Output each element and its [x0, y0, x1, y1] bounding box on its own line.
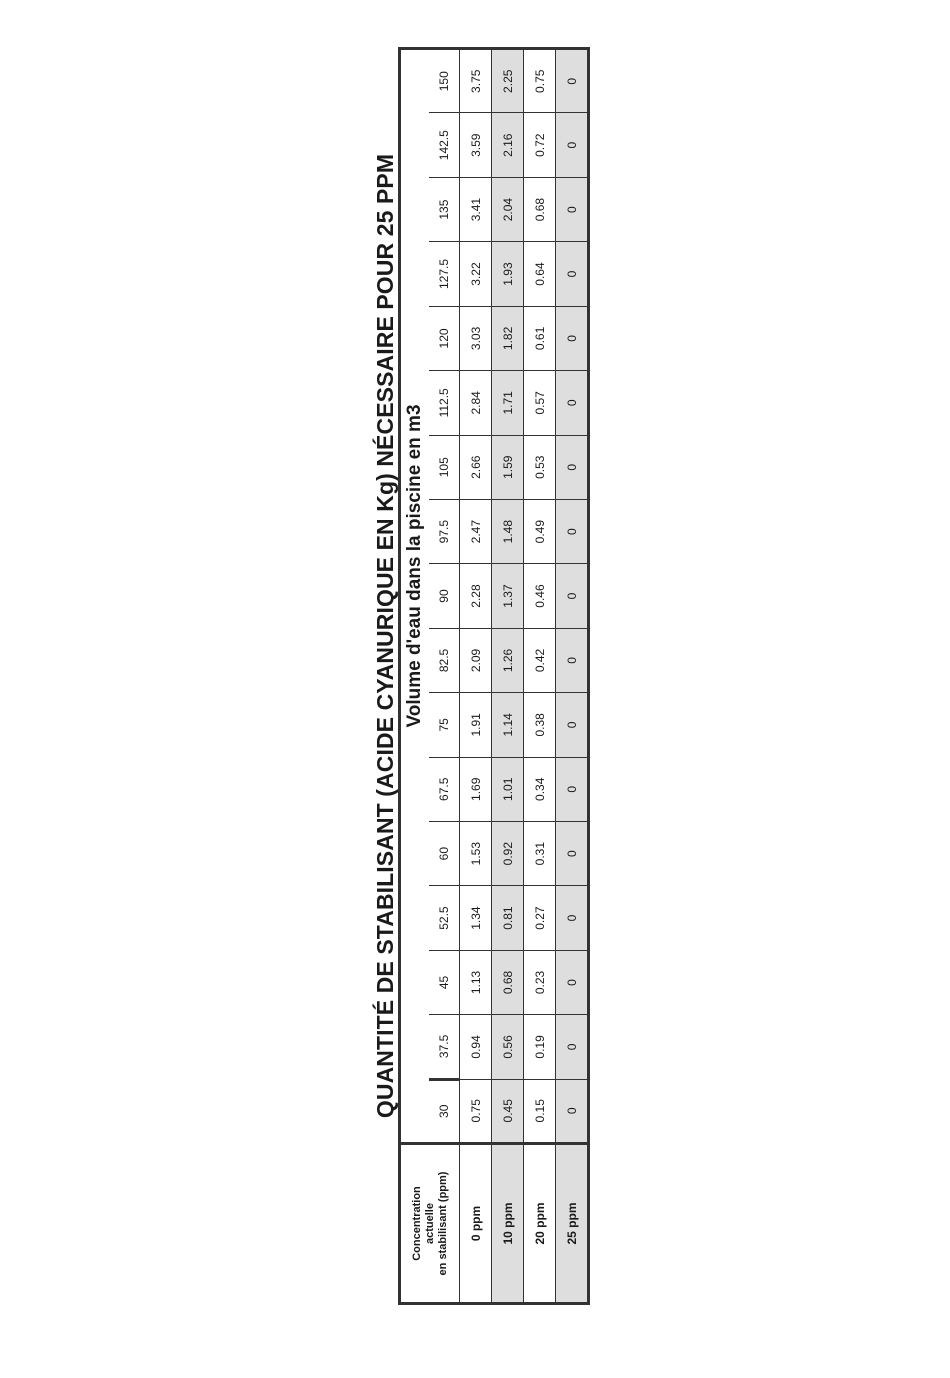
value-cell: 0	[556, 1015, 589, 1079]
volume-cell: 150	[429, 49, 460, 114]
value-cell: 0.75	[460, 1079, 492, 1143]
value-cell: 0	[556, 242, 589, 306]
value-cell: 2.04	[492, 177, 524, 241]
value-cell: 1.26	[492, 628, 524, 692]
value-cell: 0	[556, 693, 589, 757]
volume-cell: 75	[429, 693, 460, 757]
value-cell: 2.84	[460, 371, 492, 435]
value-cell: 0	[556, 886, 589, 950]
row-label: 10 ppm	[492, 1144, 524, 1304]
value-cell: 2.28	[460, 564, 492, 628]
value-cell: 2.25	[492, 49, 524, 114]
row-label: 20 ppm	[524, 1144, 556, 1304]
value-cell: 1.93	[492, 242, 524, 306]
value-cell: 0.56	[492, 1015, 524, 1079]
volume-cell: 52.5	[429, 886, 460, 950]
volume-header: Volume d'eau dans la piscine en m3	[400, 49, 430, 1144]
volume-cell: 112.5	[429, 371, 460, 435]
value-cell: 3.59	[460, 113, 492, 177]
value-cell: 0.57	[524, 371, 556, 435]
value-cell: 0	[556, 564, 589, 628]
value-cell: 2.66	[460, 435, 492, 499]
value-cell: 0.68	[524, 177, 556, 241]
value-cell: 0.75	[524, 49, 556, 114]
row-label: 0 ppm	[460, 1144, 492, 1304]
value-cell: 0.68	[492, 950, 524, 1014]
volume-row	[429, 49, 460, 1304]
value-cell: 0	[556, 113, 589, 177]
volume-cell: 97.5	[429, 499, 460, 563]
value-cell: 0.31	[524, 821, 556, 885]
table-row	[524, 49, 556, 1304]
value-cell: 0	[556, 499, 589, 563]
volume-cell: 105	[429, 435, 460, 499]
table-row	[460, 49, 492, 1304]
value-cell: 2.16	[492, 113, 524, 177]
value-cell: 0.15	[524, 1079, 556, 1143]
value-cell: 0	[556, 821, 589, 885]
volume-cell: 60	[429, 821, 460, 885]
value-cell: 1.59	[492, 435, 524, 499]
value-cell: 1.69	[460, 757, 492, 821]
value-cell: 1.01	[492, 757, 524, 821]
value-cell: 1.14	[492, 693, 524, 757]
value-cell: 1.53	[460, 821, 492, 885]
value-cell: 0.46	[524, 564, 556, 628]
value-cell: 1.91	[460, 693, 492, 757]
header-row	[400, 49, 430, 1304]
page-title: QUANTITÉ DE STABILISANT (ACIDE CYANURIQUE EN Kg) NÉCESSAIRE POUR 25 PPM	[372, 153, 398, 1119]
rotated-document	[370, 47, 590, 1305]
stabilizer-table	[398, 47, 590, 1305]
volume-cell: 135	[429, 177, 460, 241]
value-cell: 0.27	[524, 886, 556, 950]
value-cell: 0.42	[524, 628, 556, 692]
value-cell: 0.45	[492, 1079, 524, 1143]
value-cell: 0.38	[524, 693, 556, 757]
volume-cell: 90	[429, 564, 460, 628]
value-cell: 0.94	[460, 1015, 492, 1079]
row-label: 25 ppm	[556, 1144, 589, 1304]
volume-cell: 30	[429, 1079, 460, 1143]
volume-cell: 120	[429, 306, 460, 370]
value-cell: 3.41	[460, 177, 492, 241]
value-cell: 0.19	[524, 1015, 556, 1079]
value-cell: 3.22	[460, 242, 492, 306]
value-cell: 0.64	[524, 242, 556, 306]
value-cell: 0	[556, 49, 589, 114]
value-cell: 1.13	[460, 950, 492, 1014]
value-cell: 3.03	[460, 306, 492, 370]
table-row	[492, 49, 524, 1304]
volume-cell: 82.5	[429, 628, 460, 692]
value-cell: 0.53	[524, 435, 556, 499]
value-cell: 0	[556, 950, 589, 1014]
value-cell: 0.49	[524, 499, 556, 563]
value-cell: 1.37	[492, 564, 524, 628]
value-cell: 0.61	[524, 306, 556, 370]
value-cell: 0.92	[492, 821, 524, 885]
volume-cell: 142.5	[429, 113, 460, 177]
value-cell: 0.23	[524, 950, 556, 1014]
value-cell: 2.47	[460, 499, 492, 563]
value-cell: 0.72	[524, 113, 556, 177]
table-row	[556, 49, 589, 1304]
value-cell: 1.71	[492, 371, 524, 435]
value-cell: 0	[556, 306, 589, 370]
value-cell: 0	[556, 628, 589, 692]
volume-cell: 67.5	[429, 757, 460, 821]
value-cell: 0	[556, 1079, 589, 1143]
value-cell: 0	[556, 757, 589, 821]
value-cell: 1.82	[492, 306, 524, 370]
value-cell: 2.09	[460, 628, 492, 692]
corner-label: Concentration actuelle en stabilisant (ppm)	[400, 1144, 460, 1304]
value-cell: 0	[556, 435, 589, 499]
value-cell: 0.81	[492, 886, 524, 950]
value-cell: 0	[556, 177, 589, 241]
value-cell: 3.75	[460, 49, 492, 114]
value-cell: 1.48	[492, 499, 524, 563]
volume-cell: 37.5	[429, 1015, 460, 1079]
value-cell: 1.34	[460, 886, 492, 950]
volume-cell: 45	[429, 950, 460, 1014]
volume-cell: 127.5	[429, 242, 460, 306]
value-cell: 0	[556, 371, 589, 435]
value-cell: 0.34	[524, 757, 556, 821]
